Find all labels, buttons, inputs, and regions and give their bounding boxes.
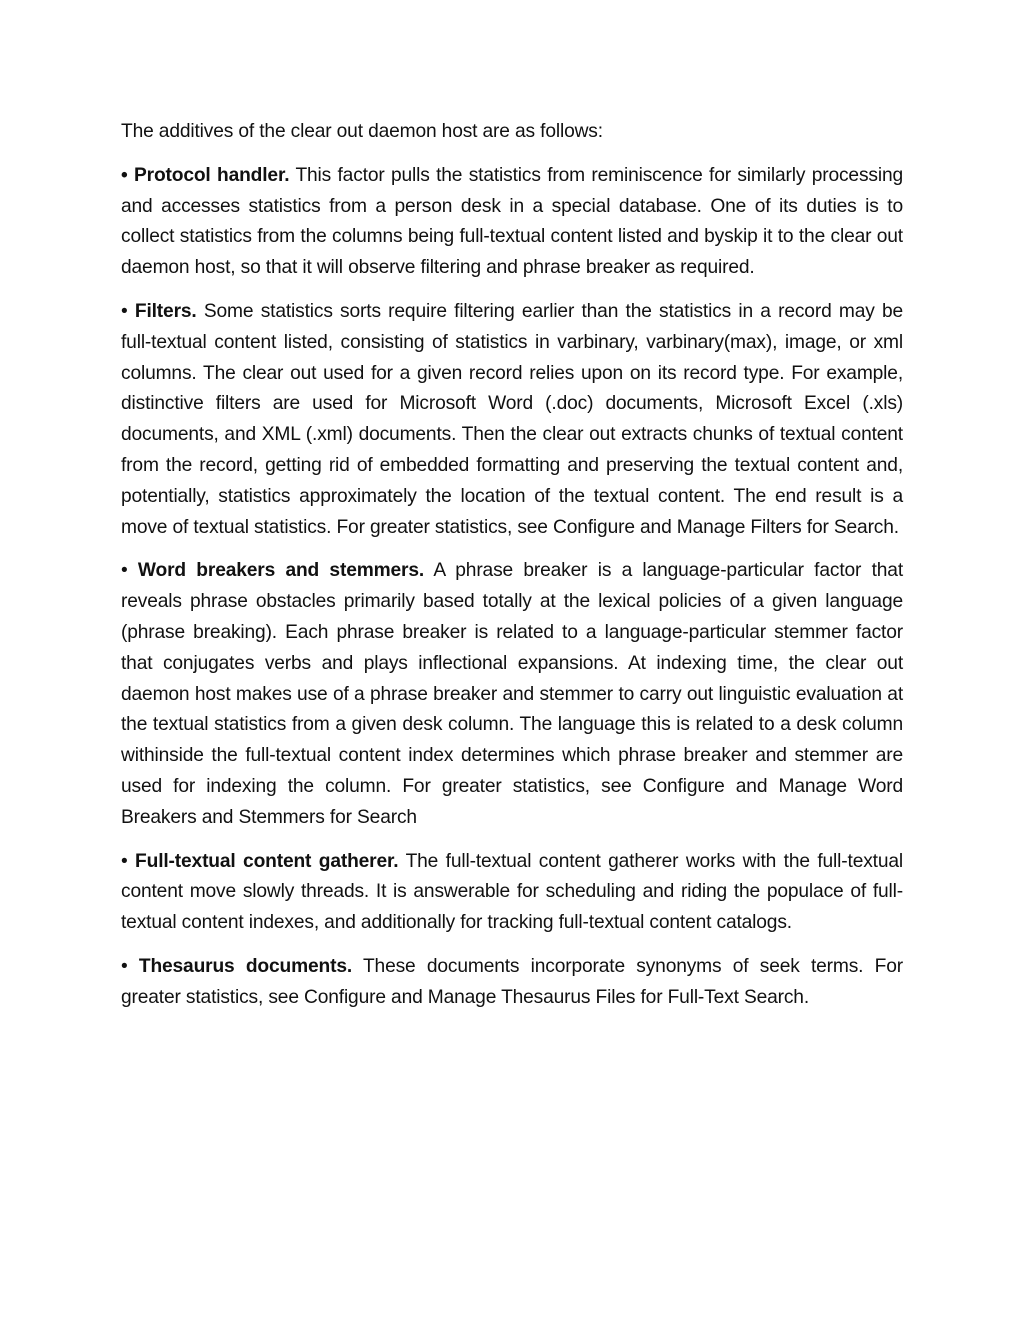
- item-text: The full-textual content gatherer works with the full-textual content move slowly threads. It is answerable for scheduling and riding the populace of full-textual content indexes, and additionally for tracking full-textual content catalogs.: [121, 850, 903, 934]
- item-text: Some statistics sorts require filtering earlier than the statistics in a record may be full-textual content listed, consisting of statistics in varbinary, varbinary(max), image, or xml columns. The clear out used for a given record relies upon on its record type. For example, distinctive filters are used for Microsoft Word (.doc) documents, Microsoft Excel (.xls) documents, and XML (.xml) documents. Then the clear out extracts chunks of textual content from the record, getting rid of embedded formatting and preserving the textual content and, potentially, statistics approximately the location of the textual content. The end result is a move of textual statistics. For greater statistics, see Configure and Manage Filters for Search.: [121, 300, 904, 538]
- list-item-word-breakers: [121, 556, 903, 833]
- bullet-glyph: •: [121, 300, 128, 322]
- item-term: Word breakers and stemmers.: [137, 560, 425, 582]
- list-item-filters: [121, 297, 903, 543]
- item-term: Thesaurus documents.: [138, 955, 353, 977]
- item-text: A phrase breaker is a language-particular factor that reveals phrase obstacles primarily based totally at the lexical policies of a given language (phrase breaking). Each phrase breaker is related to a language-particular stemmer factor that conjugates verbs and plays inflectional expansions. At indexing time, the clear out daemon host makes use of a phrase breaker and stemmer to carry out linguistic evaluation at the textual statistics from a given desk column. The language this is related to a desk column withinside the full-textual content index determines which phrase breaker and stemmer are used for indexing the column. For greater statistics, see Configure and Manage Word Breakers and Stemmers for Search: [121, 560, 903, 828]
- document-page: [121, 117, 903, 1027]
- list-item-gatherer: [121, 847, 903, 939]
- bullet-glyph: •: [121, 164, 128, 186]
- list-item-thesaurus: [121, 952, 903, 1014]
- item-term: Protocol handler.: [133, 164, 290, 186]
- intro-paragraph: The additives of the clear out daemon host are as follows:: [121, 121, 603, 142]
- item-text: These documents incorporate synonyms of seek terms. For greater statistics, see Configure and Manage Thesaurus Files for Full-Text Search.: [121, 955, 903, 1008]
- item-term: Full-textual content gatherer.: [135, 850, 399, 872]
- item-term: Filters.: [134, 300, 197, 322]
- bullet-glyph: •: [121, 850, 128, 872]
- item-text: This factor pulls the statistics from reminiscence for similarly processing and accesses statistics from a person desk in a special database. One of its duties is to collect statistics from the columns being full-textual content listed and byskip it to the clear out daemon host, so that it will observe filtering and phrase breaker as required.: [121, 164, 903, 279]
- bullet-glyph: •: [121, 560, 128, 582]
- bullet-glyph: •: [121, 955, 128, 977]
- list-item-protocol-handler: [121, 161, 903, 284]
